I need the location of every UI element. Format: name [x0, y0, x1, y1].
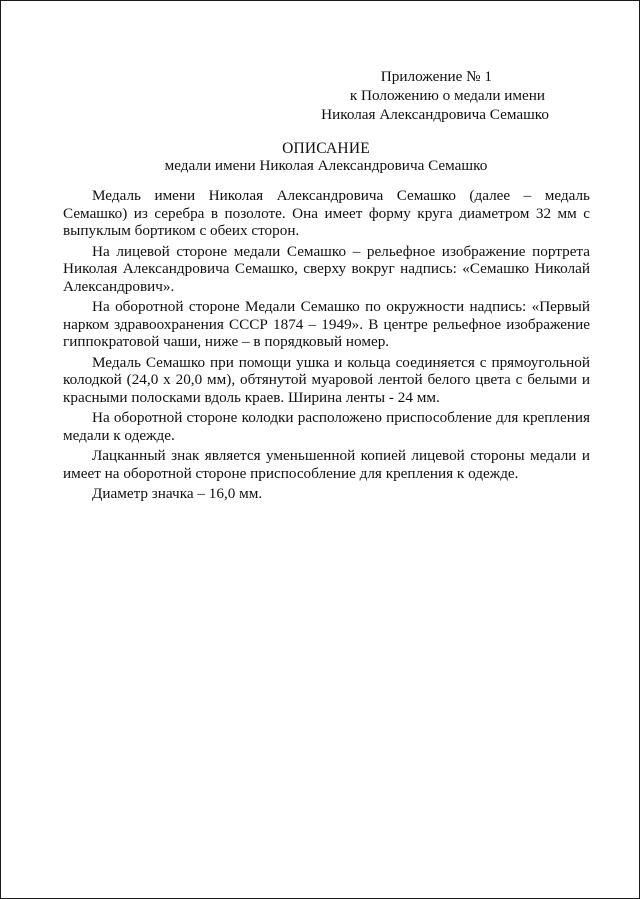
paragraph-ribbon: Медаль Семашко при помощи ушка и кольца соединяется с прямоугольной колодкой (24,0 x 20,0 мм), обтянутой муаровой лентой белого цвета с белыми и красными полосками вдоль краев. Ширина ленты - 24 мм.	[63, 353, 590, 406]
appendix-medal-name: Николая Александровича Семашко	[321, 106, 549, 123]
paragraph-material: Медаль имени Николая Александровича Семашко (далее – медаль Семашко) из серебра в позолоте. Она имеет форму круга диаметром 32 мм с выпуклым бортиком с обеих сторон.	[63, 187, 590, 239]
paragraph-lapel-pin: Лацканный знак является уменьшенной копией лицевой стороны медали и имеет на оборотной стороне приспособление для крепления к одежде.	[63, 447, 590, 482]
document-title: ОПИСАНИЕ	[282, 140, 370, 157]
document-body	[63, 187, 590, 506]
paragraph-obverse: На лицевой стороне медали Семашко – рельефное изображение портрета Николая Александровича Семашко, сверху вокруг надпись: «Семашко Николай Александрович».	[63, 242, 590, 295]
appendix-header	[1, 67, 549, 124]
document-subtitle: медали имени Николая Александровича Семашко	[164, 157, 488, 174]
paragraph-reverse: На оборотной стороне Медали Семашко по окружности надпись: «Первый нарком здравоохранения СССР 1874 – 1949». В центре рельефное изображение гиппократовой чаши, ниже – в порядковый номер.	[63, 298, 590, 350]
appendix-number: Приложение № 1	[380, 68, 492, 85]
paragraph-fastening: На оборотной стороне колодки расположено приспособление для крепления медали к одежде.	[63, 409, 590, 444]
paragraph-pin-diameter: Диаметр значка – 16,0 мм.	[92, 485, 263, 502]
appendix-reference: к Положению о медали имени	[349, 87, 545, 104]
